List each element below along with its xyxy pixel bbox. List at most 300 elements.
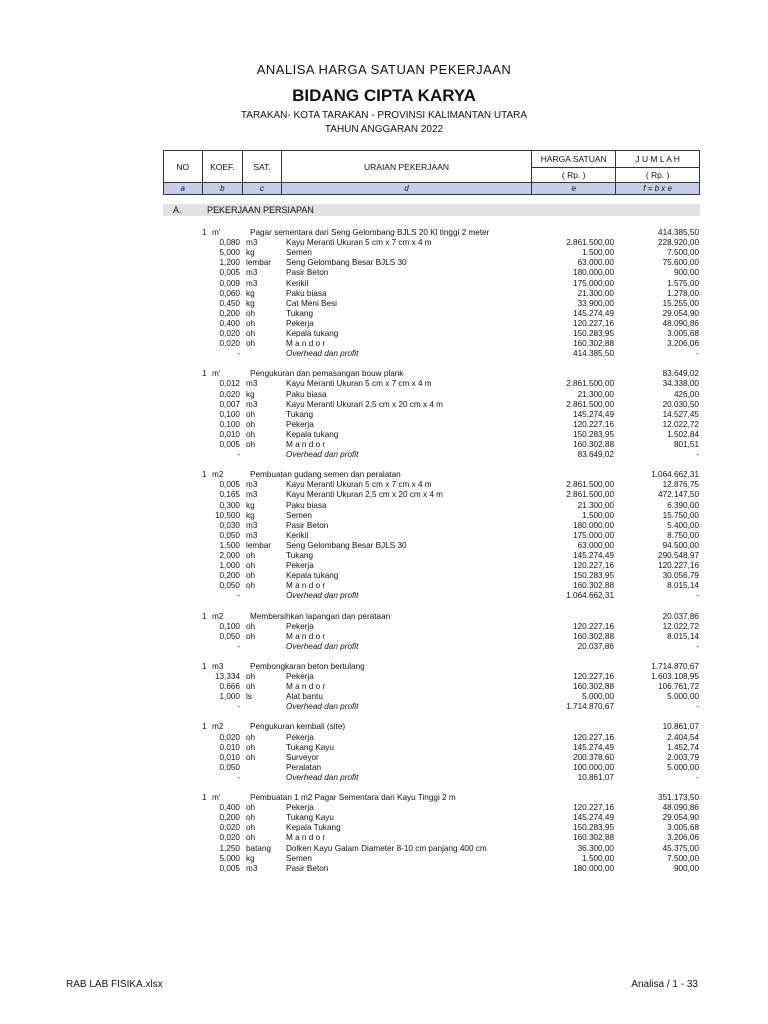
amount: 426,00 [673,389,699,399]
unit-price: 175.000,00 [573,530,614,540]
amount: - [696,641,699,651]
unit: oh [246,732,256,742]
unit-price: 120.227,16 [573,561,614,571]
component-name: Kepala tukang [286,571,339,581]
component-name: Kayu Meranti Ukuran 5 cm x 7 cm x 4 m [286,379,432,389]
component-row [0,309,768,319]
overhead-row [0,450,768,460]
item-total: 414.385,50 [658,228,699,237]
amount: 29.054,90 [662,813,699,823]
component-row [0,813,768,823]
coefficient: 0,165 [219,490,240,500]
item-description: Pengukuran kembali (site) [250,722,346,732]
component-row [0,541,768,551]
coefficient: 0,200 [219,308,240,318]
component-row [0,329,768,339]
unit: batang [246,843,272,853]
amount: - [696,450,699,460]
component-row [0,521,768,531]
unit: lembar [246,258,272,268]
amount: 1.603.108,95 [651,672,699,681]
unit-price: 2.861.500,00 [566,238,614,248]
component-name: Pekerja [286,803,314,813]
component-name: Pekerja [286,419,314,429]
component-name: Pasir Beton [286,268,329,278]
item-quantity: 1 [202,228,207,237]
amount: 3.005,68 [667,329,699,338]
coefficient: 13,334 [214,672,240,681]
item-total: 10.861,07 [662,722,699,732]
coefficient: 0,005 [219,480,240,490]
unit-price: 2.861.500,00 [566,379,614,389]
coefficient: 0,666 [219,682,240,692]
subtotal: 1.064.662,31 [566,591,614,601]
coefficient: - [237,641,240,651]
amount: 801,51 [673,440,699,449]
unit-price: 150.283,95 [573,571,614,581]
component-name: Semen [286,853,312,863]
component-name: Seng Gelombang Besar BJLS 30 [286,258,407,268]
component-name: Pasir Beton [286,520,329,530]
unit-price: 21.300,00 [577,288,614,298]
coefficient: 0,005 [219,440,240,449]
subtotal: 1.714.870,67 [566,702,614,712]
unit-price: 150.283,95 [573,823,614,833]
component-name: Kepala tukang [286,429,339,439]
unit-price: 120.227,16 [573,732,614,742]
component-name: Paku biasa [286,389,327,399]
component-name: Paku biasa [286,500,327,510]
unit: oh [246,581,256,591]
amount: 106.761,72 [658,682,699,692]
component-row [0,682,768,692]
overhead-row [0,349,768,359]
amount: 75.600,00 [662,258,699,268]
unit: kg [246,500,255,510]
unit: oh [246,308,256,318]
footer-page: Analisa / 1 - 33 [631,979,698,990]
overhead-row [0,773,768,783]
header-no: NO [164,151,203,183]
component-name: Kepala tukang [286,329,339,338]
overhead-row [0,591,768,601]
unit: oh [246,561,256,571]
amount: 3.206,06 [667,833,699,843]
component-row [0,753,768,763]
unit: m3 [246,238,258,248]
component-name: M a n d o r [286,440,326,449]
unit: oh [246,742,256,752]
unit-price: 2.861.500,00 [566,399,614,409]
component-name: Kerikil [286,530,309,540]
unit-price: 21.300,00 [577,389,614,399]
amount: 228.920,00 [658,238,699,248]
coefficient: 0,030 [219,520,240,530]
header-jumlah-unit: ( Rp. ) [616,168,700,183]
coefficient: 0,012 [219,379,240,389]
amount: 900,00 [673,268,699,278]
coefficient: 0,020 [219,823,240,833]
item-total: 1.714.870,67 [651,661,699,671]
item-total: 1.064.662,31 [651,470,699,480]
item-total: 83.649,02 [662,369,699,379]
work-item-row [0,793,768,803]
amount: 5.000,00 [667,692,699,702]
coefficient: 0,009 [219,278,240,288]
unit: kg [246,389,255,399]
item-total: 351.173,50 [658,793,699,802]
amount: 900,00 [673,863,699,873]
unit: m3 [246,278,258,288]
amount: 2.003,79 [667,752,699,762]
item-unit: m' [212,369,221,379]
coefficient: 5,000 [219,853,240,863]
item-unit: m2 [212,470,224,480]
location-line: TARAKAN- KOTA TARAKAN - PROVINSI KALIMANTAN UTARA [240,110,528,121]
unit-price: 180.000,00 [573,268,614,278]
subtotal: 414.385,50 [573,349,614,359]
component-row [0,430,768,440]
coefficient: 0,020 [219,732,240,742]
amount: 12.876,75 [662,480,699,490]
work-item-row [0,228,768,238]
header-harga: HARGA SATUAN [532,151,616,168]
coefficient: 0,100 [219,419,240,429]
component-row [0,238,768,248]
coefficient: 0,020 [219,389,240,399]
item-unit: m' [212,228,221,237]
component-row [0,763,768,773]
unit-price: 200.378,60 [573,752,614,762]
code-a: a [164,183,203,195]
amount: 7.500,00 [667,248,699,258]
unit: kg [246,288,255,298]
unit-price: 63.000,00 [577,258,614,268]
component-name: Peralatan [286,762,322,772]
component-row [0,551,768,561]
unit-price: 145.274,49 [573,551,614,560]
component-name: Kayu Meranti Ukuran 2,5 cm x 20 cm x 4 m [286,399,443,409]
amount: 29.054,90 [662,308,699,318]
unit-price: 33.900,00 [577,298,614,308]
unit: m3 [246,490,258,500]
header-sat: SAT. [243,151,282,183]
unit: kg [246,248,255,258]
header-uraian: URAIAN PEKERJAAN [281,151,531,183]
component-name: Surveyor [286,752,319,762]
component-row [0,400,768,410]
amount: 7.500,00 [667,853,699,863]
overhead-label: Overhead dan profit [286,641,359,651]
component-name: Kayu Meranti Ukuran 5 cm x 7 cm x 4 m [286,238,432,248]
item-quantity: 1 [202,793,207,802]
component-name: Tukang Kayu [286,813,334,823]
unit-price: 1.500,00 [582,510,614,520]
coefficient: 0,400 [219,318,240,328]
code-f: f = b x e [616,183,700,195]
component-row [0,803,768,813]
amount: 1.278,00 [667,288,699,298]
document-heading: BIDANG CIPTA KARYA [292,86,476,105]
fiscal-year-line: TAHUN ANGGARAN 2022 [324,124,444,135]
unit-price: 175.000,00 [573,278,614,288]
amount: 290.548,97 [658,551,699,560]
unit: oh [246,551,256,560]
code-d: d [281,183,531,195]
component-row [0,733,768,743]
unit-price: 160.302,88 [573,339,614,349]
amount: - [696,349,699,359]
component-name: Alat bantu [286,692,323,702]
unit: m3 [246,520,258,530]
component-row [0,289,768,299]
component-name: Dolken Kayu Galam Diameter 8-10 cm panjang 400 cm [286,843,487,853]
overhead-label: Overhead dan profit [286,349,359,359]
amount: 6.390,00 [667,500,699,510]
amount: 3.005,68 [667,823,699,833]
unit: oh [246,631,256,641]
component-row [0,561,768,571]
coefficient: 0,300 [219,500,240,510]
page-title: ANALISA HARGA SATUAN PEKERJAAN [256,62,512,77]
unit-price: 120.227,16 [573,621,614,631]
amount: 20.030,50 [662,399,699,409]
component-name: Pekerja [286,621,314,631]
item-quantity: 1 [202,611,207,621]
coefficient: 0,200 [219,813,240,823]
unit: oh [246,803,256,813]
unit-price: 5.000,00 [582,692,614,702]
amount: 15.255,00 [662,298,699,308]
component-row [0,299,768,309]
coefficient: 1,000 [219,561,240,571]
coefficient: 0,020 [219,833,240,843]
code-e: e [532,183,616,195]
amount: - [696,702,699,712]
amount: 120.227,16 [658,561,699,571]
amount: 45.375,00 [662,843,699,853]
unit: oh [246,429,256,439]
section-title: PEKERJAAN PERSIAPAN [207,205,314,215]
amount: 34.338,00 [662,379,699,389]
header-jumlah: J U M L A H [616,151,700,168]
coefficient: 0,010 [219,742,240,752]
unit-price: 1.500,00 [582,853,614,863]
component-row [0,692,768,702]
unit-price: 21.300,00 [577,500,614,510]
component-name: Pekerja [286,561,314,571]
unit-price: 145.274,49 [573,742,614,752]
unit: m3 [246,530,258,540]
header-koef: KOEF. [202,151,243,183]
unit-price: 150.283,95 [573,429,614,439]
component-name: Tukang [286,308,314,318]
item-description: Pagar sementara dari Seng Gelombang BJLS 20 Kl tinggi 2 meter [250,228,490,237]
coefficient: 0,010 [219,429,240,439]
component-row [0,420,768,430]
footer-filename: RAB LAB FISIKA.xlsx [66,979,163,990]
component-row [0,440,768,450]
coefficient: 2,000 [219,551,240,560]
item-description: Pembuatan gudang semen dan peralatan [250,470,401,480]
work-item-row [0,612,768,622]
coefficient: - [237,591,240,601]
unit-price: 180.000,00 [573,520,614,530]
coefficient: 0,400 [219,803,240,813]
component-row [0,480,768,490]
component-row [0,672,768,682]
component-name: Pekerja [286,732,314,742]
amount: 5.400,00 [667,520,699,530]
amount: 94.500,00 [662,540,699,550]
amount: 8.015,14 [667,581,699,591]
amount: 2.404,54 [667,732,699,742]
coefficient: 1,500 [219,540,240,550]
section-code: A. [173,205,182,215]
unit-price: 100.000,00 [573,762,614,772]
unit-price: 160.302,88 [573,440,614,449]
amount: 48.090,86 [662,803,699,813]
coefficient: 0,007 [219,399,240,409]
component-row [0,531,768,541]
component-row [0,410,768,420]
item-description: Pengukuran dan pemasangan bouw plank [250,369,404,379]
coefficient: 10,500 [214,510,240,520]
work-item-row [0,369,768,379]
component-row [0,581,768,591]
coefficient: 5,000 [219,248,240,258]
coefficient: 0,050 [219,631,240,641]
component-name: Pasir Beton [286,863,329,873]
unit-price: 1.500,00 [582,248,614,258]
coefficient: 0,010 [219,752,240,762]
component-name: Semen [286,510,312,520]
unit: oh [246,571,256,581]
overhead-row [0,642,768,652]
unit: m3 [246,863,258,873]
component-name: Pekerja [286,672,314,681]
work-item-row [0,470,768,480]
coefficient: 0,005 [219,268,240,278]
item-description: Pembuatan 1 m2 Pagar Sementara dari Kayu Tinggi 2 m [250,793,456,802]
coefficient: 0,020 [219,339,240,349]
component-row [0,511,768,521]
coefficient: 0,450 [219,298,240,308]
component-row [0,268,768,278]
component-name: Cat Meni Besi [286,298,337,308]
unit: oh [246,339,256,349]
component-row [0,490,768,500]
coefficient: - [237,702,240,712]
unit-price: 160.302,88 [573,631,614,641]
subtotal: 20.037,86 [577,641,614,651]
amount: 1.502,84 [667,429,699,439]
unit: oh [246,823,256,833]
component-row [0,823,768,833]
amount: 8.750,00 [667,530,699,540]
unit: oh [246,672,256,681]
unit: kg [246,510,255,520]
component-row [0,743,768,753]
overhead-label: Overhead dan profit [286,591,359,601]
unit: m3 [246,480,258,490]
amount: - [696,591,699,601]
unit: m3 [246,399,258,409]
amount: 12.022,72 [662,419,699,429]
unit: ls [246,692,252,702]
component-name: M a n d o r [286,581,326,591]
code-b: b [202,183,243,195]
component-name: Semen [286,248,312,258]
component-row [0,622,768,632]
unit: oh [246,682,256,692]
subtotal: 10.861,07 [577,772,614,782]
overhead-label: Overhead dan profit [286,772,359,782]
item-quantity: 1 [202,661,207,671]
component-row [0,379,768,389]
unit: lembar [246,540,272,550]
unit: kg [246,853,255,863]
amount: 472.147,50 [658,490,699,500]
unit-price: 145.274,49 [573,409,614,419]
coefficient: 0,080 [219,238,240,248]
overhead-label: Overhead dan profit [286,450,359,460]
unit: oh [246,813,256,823]
unit-price: 120.227,16 [573,672,614,681]
item-unit: m2 [212,722,224,732]
coefficient: 0,060 [219,288,240,298]
item-description: Membersihkan lapangan dan perataan [250,611,391,621]
component-name: M a n d o r [286,833,326,843]
coefficient: - [237,772,240,782]
component-name: Kayu Meranti Ukuran 5 cm x 7 cm x 4 m [286,480,432,490]
item-description: Pembongkaran beton bertulang [250,661,365,671]
component-name: M a n d o r [286,631,326,641]
coefficient: - [237,450,240,460]
coefficient: 0,050 [219,762,240,772]
unit-price: 63.000,00 [577,540,614,550]
component-row [0,279,768,289]
subtotal: 83.649,02 [577,450,614,460]
unit-price: 180.000,00 [573,863,614,873]
unit-price: 120.227,16 [573,803,614,813]
unit: oh [246,621,256,631]
amount: 8.015,14 [667,631,699,641]
work-item-row [0,662,768,672]
unit-price: 120.227,16 [573,318,614,328]
coefficient: 0,100 [219,409,240,419]
component-row [0,390,768,400]
component-row [0,844,768,854]
component-row [0,248,768,258]
component-name: Kayu Meranti Ukuran 2,5 cm x 20 cm x 4 m [286,490,443,500]
amount: 12.022,72 [662,621,699,631]
component-name: Seng Gelombang Besar BJLS 30 [286,540,407,550]
unit-price: 160.302,88 [573,833,614,843]
component-row [0,339,768,349]
coefficient: 0,200 [219,571,240,581]
unit: oh [246,318,256,328]
item-unit: m' [212,793,221,802]
unit-price: 160.302,88 [573,581,614,591]
unit: oh [246,329,256,338]
coefficient: 0,050 [219,581,240,591]
coefficient: 0,020 [219,329,240,338]
unit-price: 150.283,95 [573,329,614,338]
unit-price: 145.274,49 [573,308,614,318]
amount: 15.750,00 [662,510,699,520]
unit-price: 120.227,16 [573,419,614,429]
